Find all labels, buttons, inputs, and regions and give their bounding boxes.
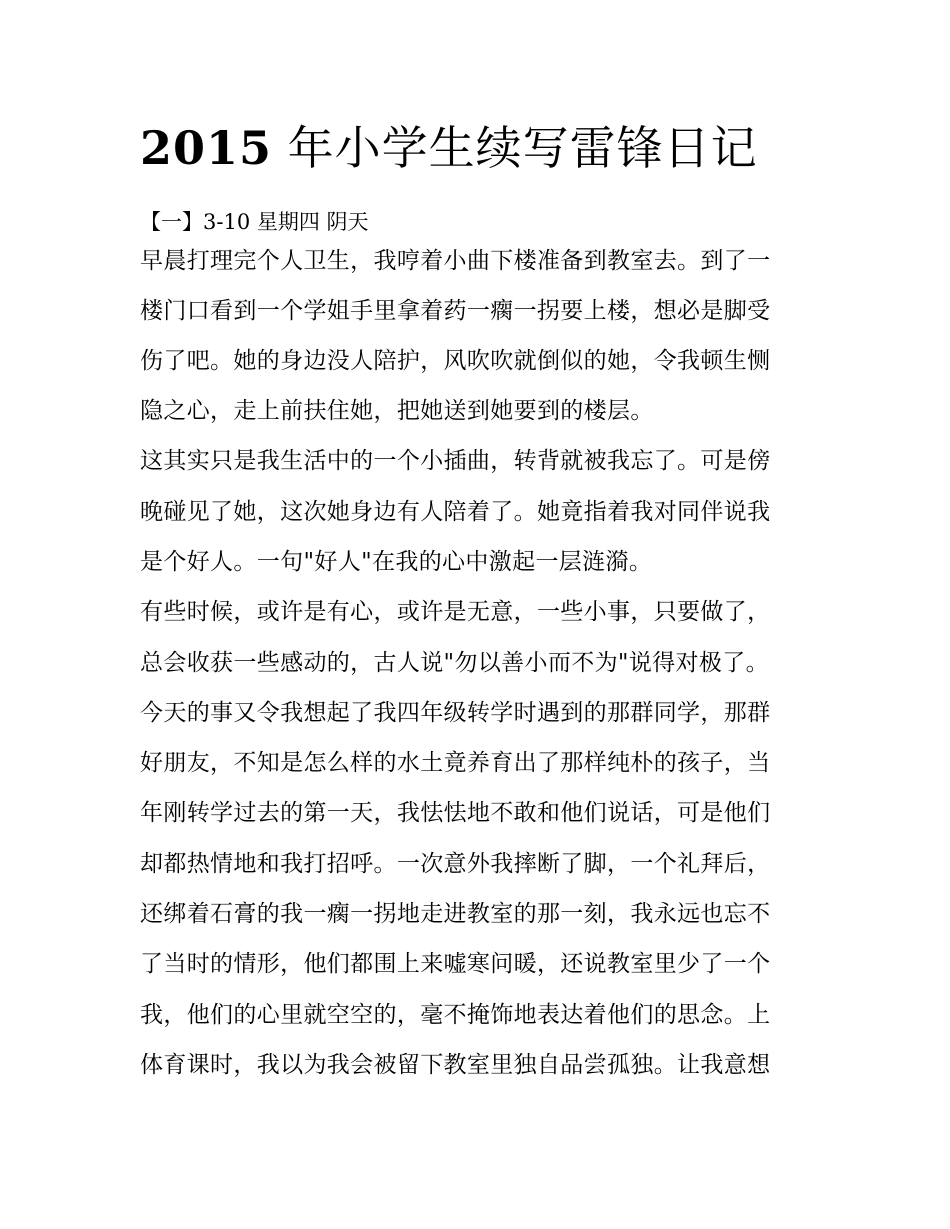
text-line: 有些时候，或许是有心，或许是无意，一些小事，只要做了， [140,599,771,625]
text-line: 楼门口看到一个学姐手里拿着药一瘸一拐要上楼，想必是脚受 [140,298,771,324]
text-line: 还绑着石膏的我一瘸一拐地走进教室的那一刻，我永远也忘不 [140,901,771,927]
text-line: 总会收获一些感动的，古人说"勿以善小而不为"说得对极了。 [140,650,769,676]
text-line: 这其实只是我生活中的一个小插曲，转背就被我忘了。可是傍 [140,448,771,474]
title-year: 2015 [140,121,273,175]
text-line: 我，他们的心里就空空的，毫不掩饰地表达着他们的思念。上 [140,1002,771,1028]
text-line: 隐之心，走上前扶住她，把她送到她要到的楼层。 [140,398,654,424]
text-line: 体育课时，我以为我会被留下教室里独自品尝孤独。让我意想 [140,1052,771,1078]
text-line: 年刚转学过去的第一天，我怯怯地不敢和他们说话，可是他们 [140,800,771,826]
text-line: 是个好人。一句"好人"在我的心中激起一层涟漪。 [140,549,653,575]
text-line: 了当时的情形，他们都围上来嘘寒问暖，还说教室里少了一个 [140,951,771,977]
title-text: 年小学生续写雷锋日记 [287,121,758,175]
document-title [140,118,758,178]
section-header: 【一】3-10 星期四 阴天 [140,210,369,234]
text-line: 晚碰见了她，这次她身边有人陪着了。她竟指着我对同伴说我 [140,499,771,525]
text-line: 伤了吧。她的身边没人陪护，风吹吹就倒似的她，令我顿生恻 [140,348,771,374]
text-line: 却都热情地和我打招呼。一次意外我摔断了脚，一个礼拜后， [140,851,771,877]
text-line: 好朋友，不知是怎么样的水土竟养育出了那样纯朴的孩子，当 [140,750,771,776]
text-line: 早晨打理完个人卫生，我哼着小曲下楼准备到教室去。到了一 [140,248,771,274]
text-line: 今天的事又令我想起了我四年级转学时遇到的那群同学，那群 [140,700,771,726]
